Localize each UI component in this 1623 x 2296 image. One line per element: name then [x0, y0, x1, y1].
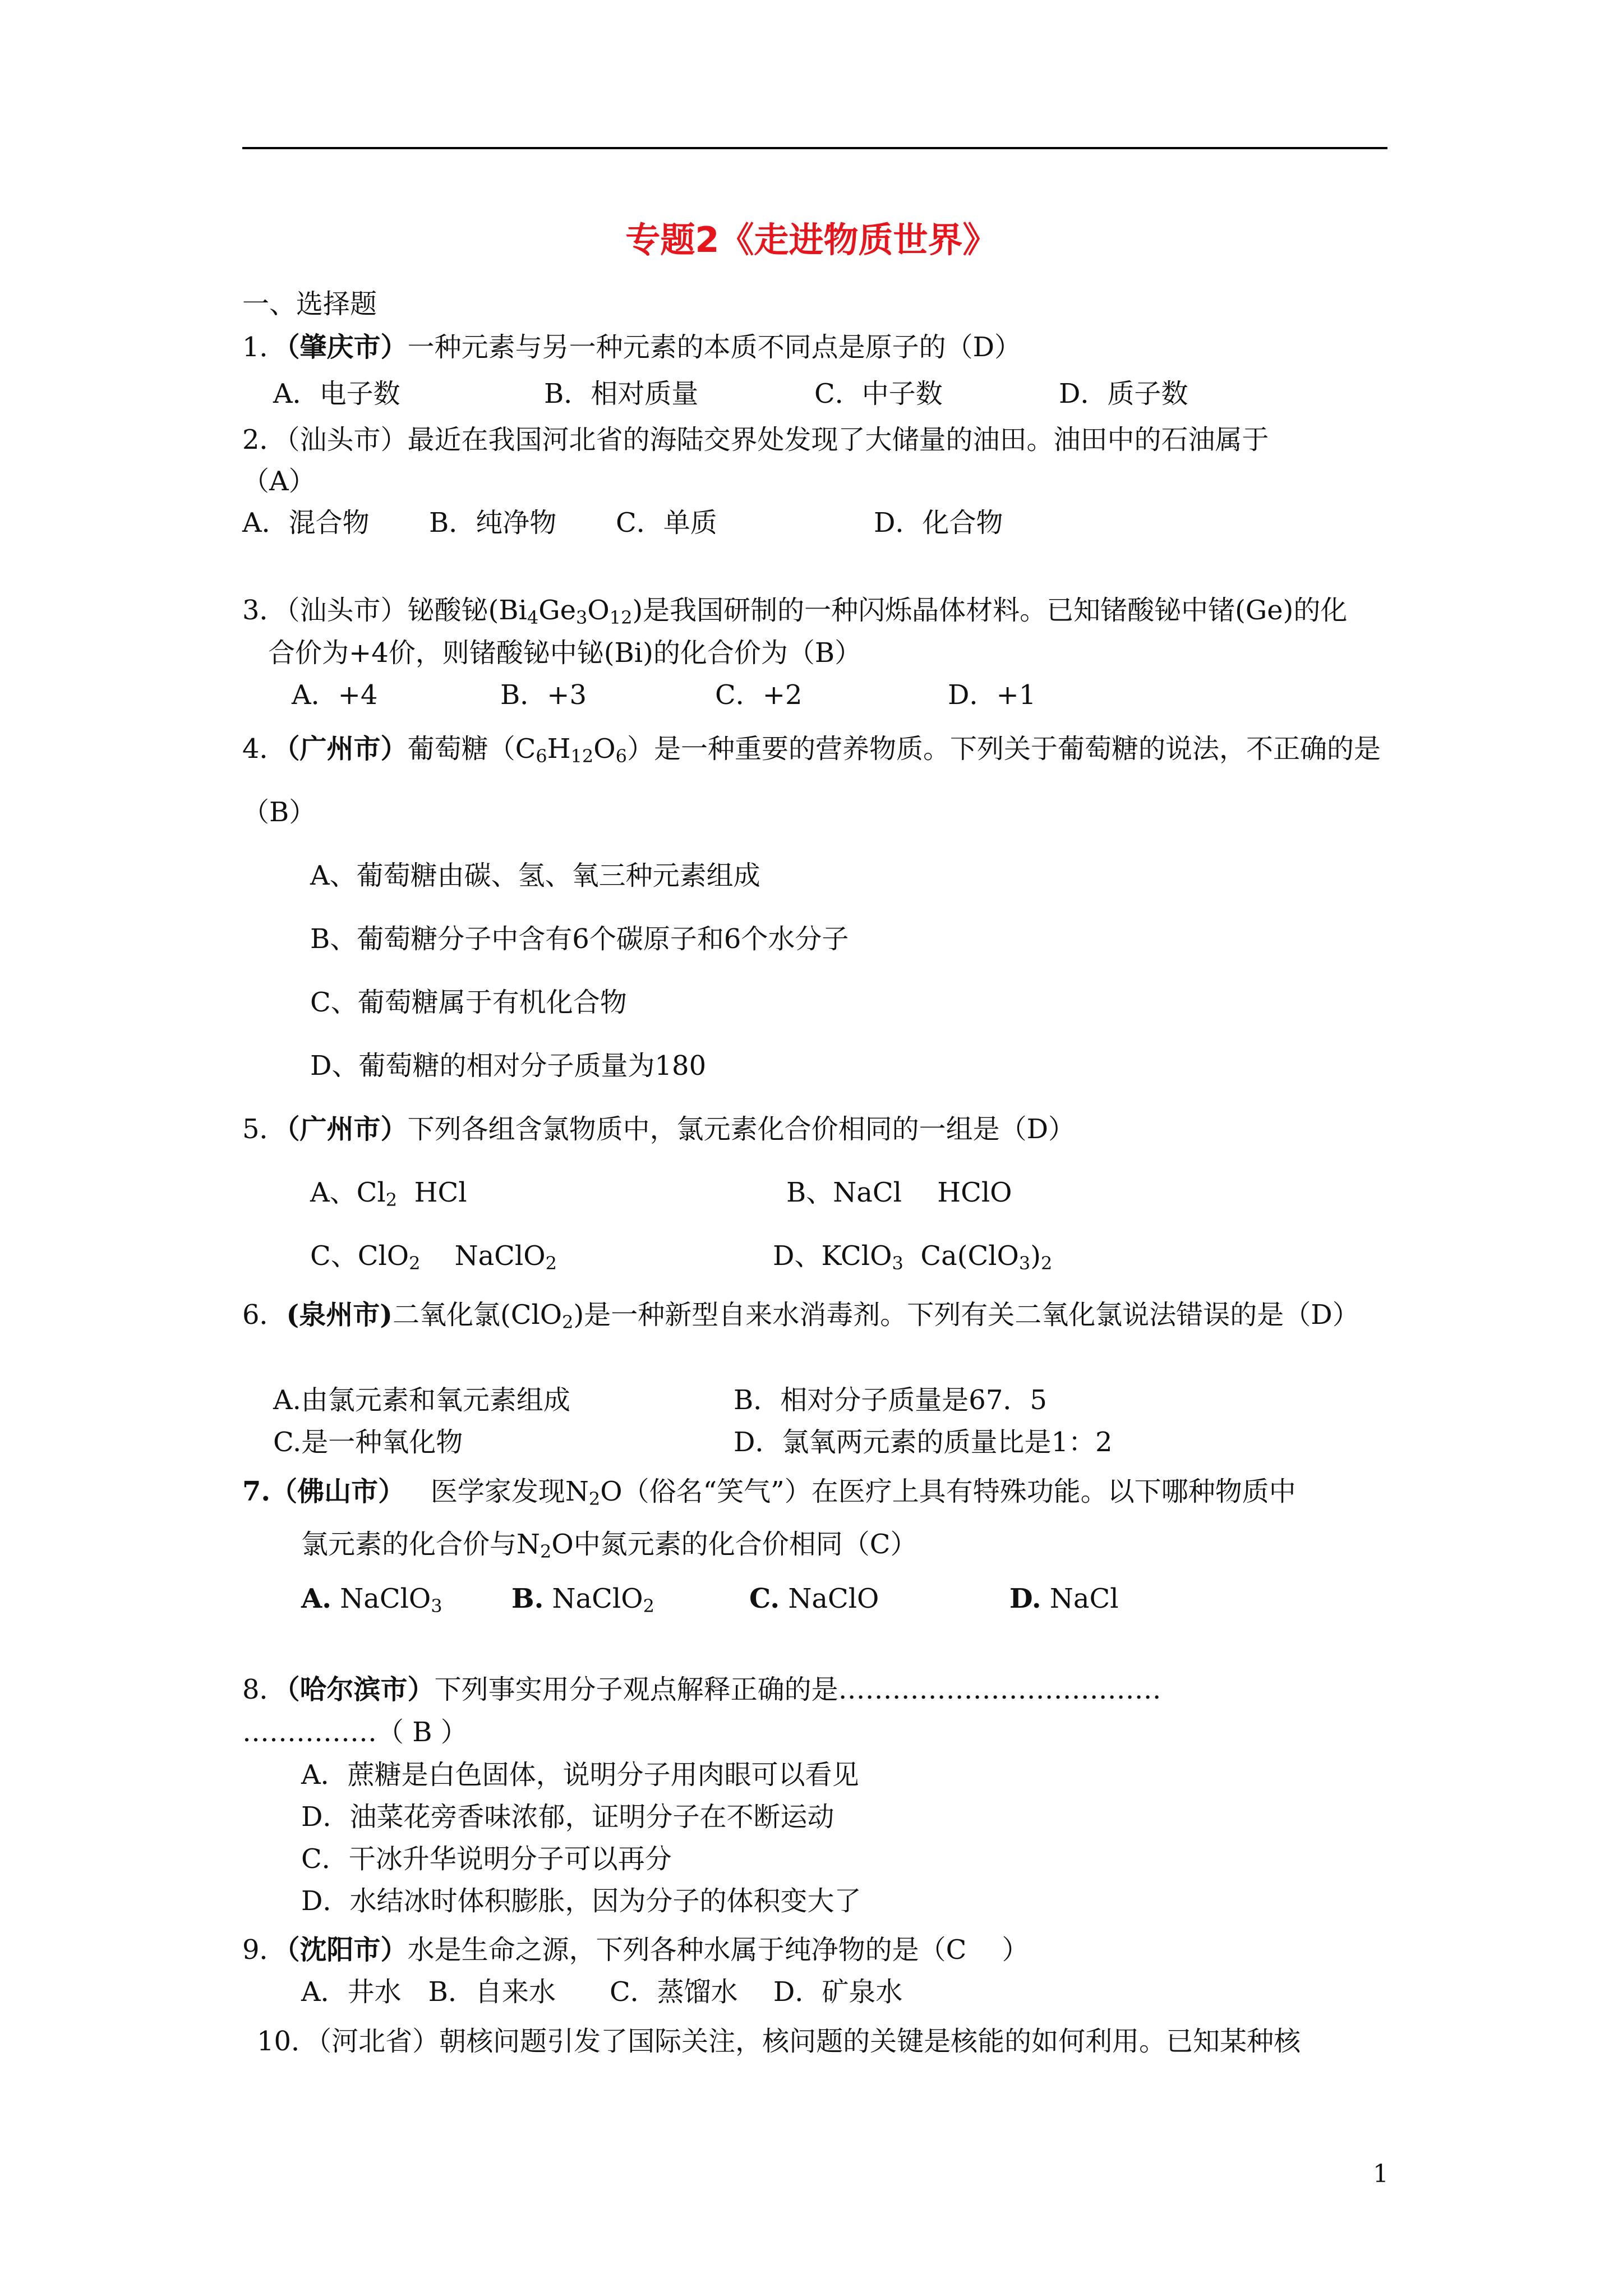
question-text: 一种元素与另一种元素的本质不同点是原子的（D） — [407, 332, 1022, 363]
q1-option-c: C．中子数 — [814, 378, 943, 409]
question-10: 10．（河北省）朝核问题引发了国际关注，核问题的关键是核能的如何利用。已知某种核 — [257, 2026, 1301, 2057]
q1-option-a: A．电子数 — [273, 378, 400, 409]
section-heading: 一、选择题 — [242, 288, 377, 320]
q3-option-c: C．+2 — [715, 679, 803, 711]
q7-option-a: A. NaClO$_3$ — [301, 1583, 442, 1617]
question-4-answer: （B） — [242, 797, 316, 828]
question-2-answer: （A） — [242, 466, 316, 497]
page-title: 专题2《走进物质世界》 — [625, 219, 998, 260]
question-source: （肇庆市） — [286, 332, 408, 363]
q1-option-d: D．质子数 — [1059, 378, 1188, 409]
q5-option-a: A、$Cl_2$ HCl — [310, 1177, 467, 1211]
q8-option-a: A．蔗糖是白色固体，说明分子用肉眼可以看见 — [301, 1759, 859, 1791]
q1-option-b: B．相对质量 — [544, 378, 699, 409]
q9-options: A．井水 B．自来水 C．蒸馏水 D．矿泉水 — [301, 1976, 903, 2008]
q8-option-b: D．油菜花旁香味浓郁，证明分子在不断运动 — [301, 1801, 834, 1833]
question-7: 7.（佛山市） 医学家发现$N_2O$（俗名“笑气”）在医疗上具有特殊功能。以下哪种物质中 — [242, 1476, 1296, 1510]
q3-option-b: B．+3 — [500, 679, 587, 711]
question-3-line2: 合价为+4价，则锗酸铋中铋(Bi)的化合价为（B） — [268, 637, 862, 669]
q7-option-d: D. NaCl — [1009, 1583, 1119, 1614]
q4-option-d: D、葡萄糖的相对分子质量为180 — [310, 1050, 707, 1082]
q8-option-d: D．水结冰时体积膨胀，因为分子的体积变大了 — [301, 1885, 861, 1917]
header-rule — [242, 147, 1387, 149]
q5-option-c: C、ClO$_2$ NaClO$_2$ — [310, 1240, 557, 1274]
q6-option-c: C.是一种氧化物 — [273, 1427, 463, 1458]
q6-option-a: A.由氯元素和氧元素组成 — [273, 1384, 570, 1416]
question-7-line2: 氯元素的化合价与$N_2O$中氮元素的化合价相同（C） — [301, 1529, 917, 1562]
question-number: 1． — [242, 332, 287, 363]
q3-option-a: A．+4 — [292, 679, 378, 711]
page-number: 1 — [1373, 2160, 1389, 2188]
question-9: 9．（沈阳市）水是生命之源，下列各种水属于纯净物的是（C ） — [242, 1934, 1029, 1966]
q7-option-b: B. NaClO$_2$ — [511, 1583, 654, 1617]
q2-option-b: B．纯净物 — [429, 507, 557, 539]
q8-option-c: C．干冰升华说明分子可以再分 — [301, 1843, 672, 1875]
q7-option-c: C. NaClO — [749, 1583, 879, 1614]
question-8: 8．（哈尔滨市）下列事实用分子观点解释正确的是……………………………… — [242, 1674, 1161, 1705]
q5-option-d: D、KClO$_3$ $Ca(ClO_3)_2$ — [773, 1240, 1053, 1274]
q6-option-b: B．相对分子质量是67．5 — [734, 1384, 1047, 1416]
question-2: 2．（汕头市）最近在我国河北省的海陆交界处发现了大储量的油田。油田中的石油属于 — [242, 424, 1269, 455]
question-6: 6．(泉州市)二氧化氯(ClO$_2$)是一种新型自来水消毒剂。下列有关二氧化氯说法错误的是（D） — [242, 1299, 1359, 1333]
q6-option-d: D．氯氧两元素的质量比是1：2 — [734, 1427, 1113, 1458]
q4-option-a: A、葡萄糖由碳、氢、氧三种元素组成 — [310, 860, 760, 891]
q2-option-c: C．单质 — [616, 507, 717, 539]
question-4: 4．（广州市）葡萄糖$(C_6H_{12}O_6)$是一种重要的营养物质。下列关于葡萄糖的说法，不正确的是 — [242, 733, 1381, 767]
question-5: 5．（广州市）下列各组含氯物质中，氯元素化合价相同的一组是（D） — [242, 1114, 1076, 1145]
q3-option-d: D．+1 — [948, 679, 1036, 711]
question-3: 3．（汕头市）铋酸铋$(Bi_4Ge_3O_{12})$是我国研制的一种闪烁晶体材料。已知锗酸铋中锗(Ge)的化 — [242, 595, 1348, 628]
q4-option-c: C、葡萄糖属于有机化合物 — [310, 987, 627, 1018]
q4-option-b: B、葡萄糖分子中含有6个碳原子和6个水分子 — [310, 923, 849, 955]
question-8-answer: ……………（ B ） — [242, 1717, 468, 1748]
q2-option-a: A．混合物 — [242, 507, 370, 539]
q5-option-b: B、NaCl HClO — [786, 1177, 1012, 1208]
q2-option-d: D．化合物 — [874, 507, 1003, 539]
question-1 — [242, 330, 1021, 364]
